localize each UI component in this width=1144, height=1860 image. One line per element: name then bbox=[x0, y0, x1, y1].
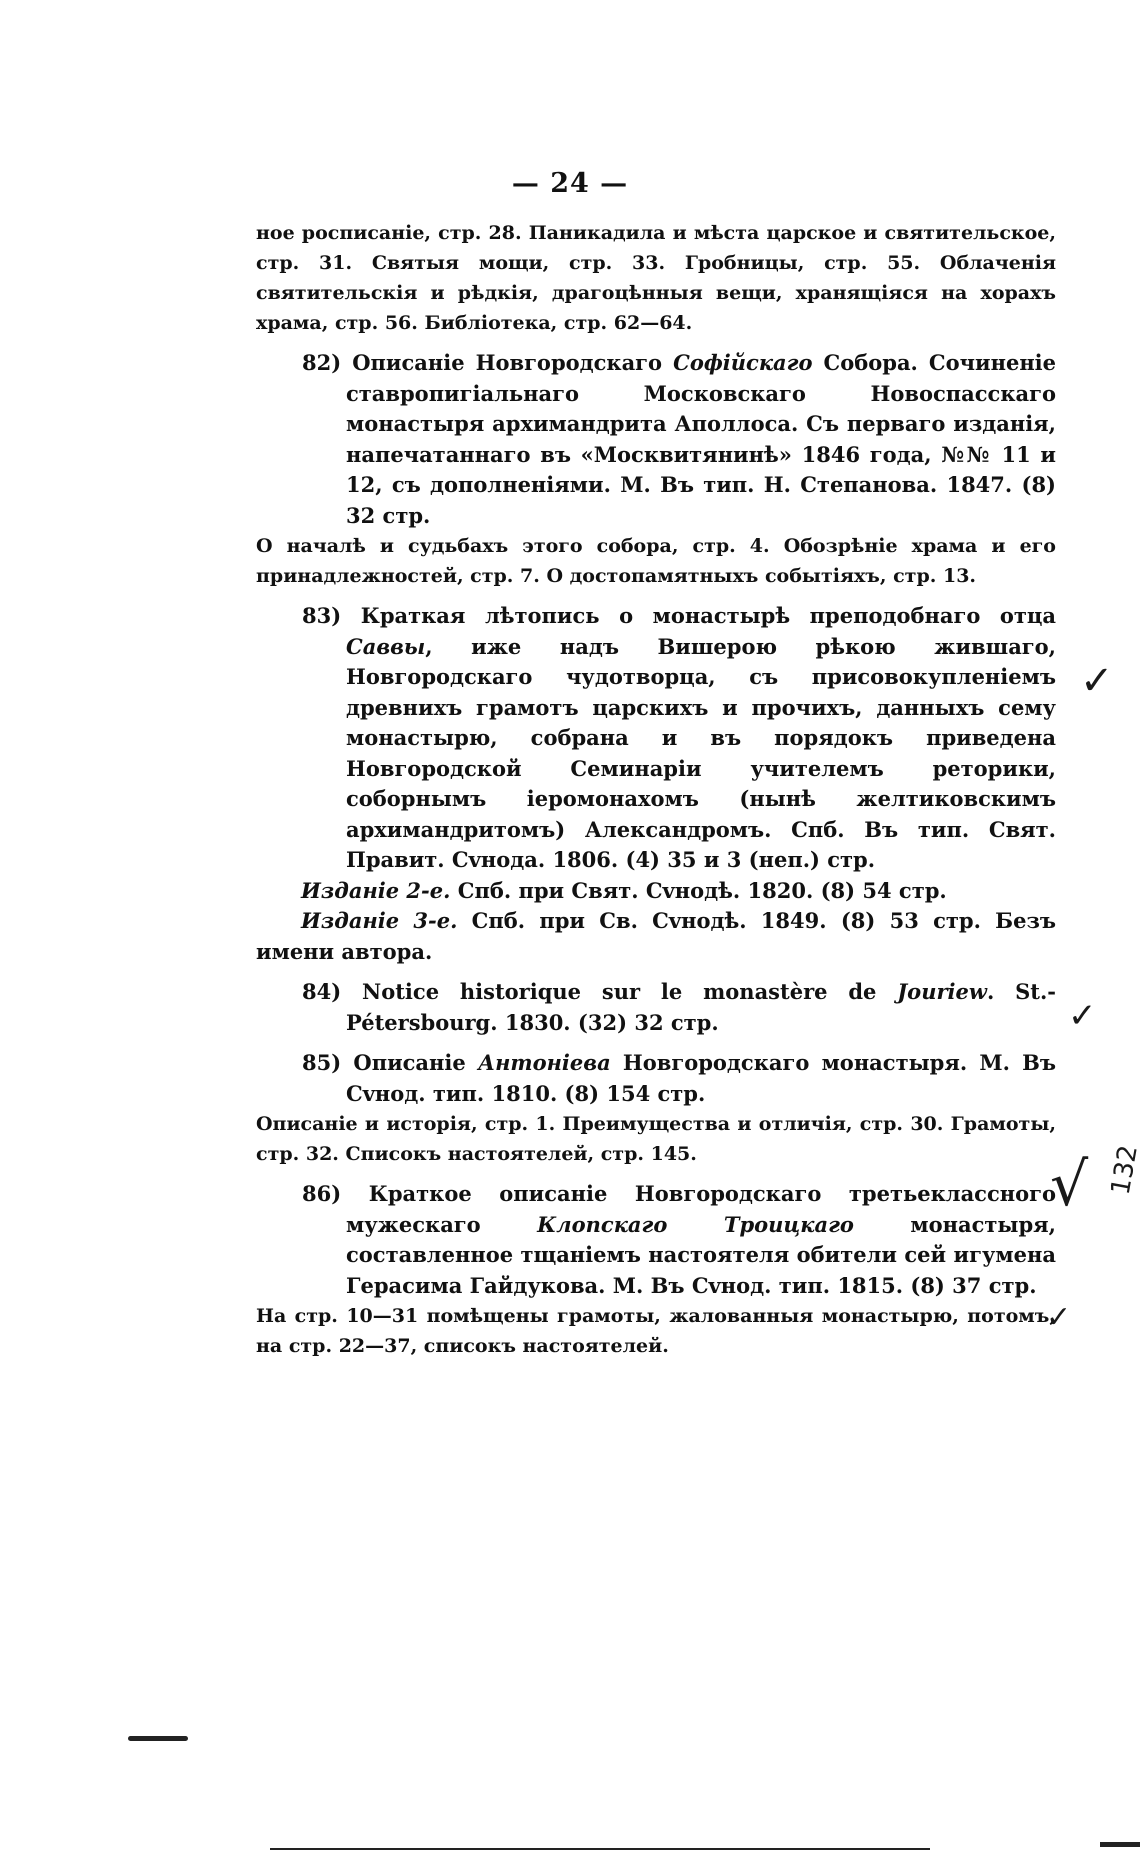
entry-title-italic: Саввы bbox=[346, 633, 426, 659]
continuation-paragraph: ное росписаніе, стр. 28. Паникадила и мѣста царское и святительское, стр. 31. Святыя мощи, стр. 33. Гробницы, стр. 55. Облаченія святительскія и рѣдкія, драгоцѣнныя вещи, хранящіяся на хорахъ храма, стр. 56. Библіотека, стр. 62—64. bbox=[256, 222, 1056, 334]
entry-title: Notice historique sur le monastère de bbox=[362, 979, 877, 1004]
entry-title-rest: Новгородскаго монастыря. М. Въ Сvнод. тип. 1810. (8) 154 стр. bbox=[346, 1050, 1057, 1106]
edition-text: Спб. при Св. Сvнодѣ. 1849. (8) 53 стр. Безъ имени автора. bbox=[256, 908, 1056, 964]
entry-title-italic: Jouriew bbox=[897, 979, 987, 1004]
entry-85 bbox=[256, 1048, 1056, 1109]
entry-82 bbox=[256, 348, 1056, 531]
check-mark-icon: ✓ bbox=[1080, 658, 1114, 704]
entry-title-italic: Клопскаго Троицкаго bbox=[537, 1211, 854, 1237]
entry-number: 84) bbox=[302, 979, 342, 1004]
entry-86-note: На стр. 10—31 помѣщены грамоты, жалованныя монастырю, потомъ, на стр. 22—37, списокъ настоятелей. bbox=[256, 1305, 1056, 1357]
check-mark-icon: ✓ bbox=[1046, 1300, 1072, 1335]
entry-title: Краткое описаніе Новгородскаго третьеклассного мужескаго bbox=[346, 1181, 1056, 1237]
entry-title-rest: монастыря, составленное тщаніемъ настоятеля обители сей игумена Герасима Гайдукова. М. Въ Сvнод. тип. 1815. (8) 37 стр. bbox=[346, 1211, 1056, 1298]
entry-84 bbox=[256, 977, 1056, 1038]
entry-title: Краткая лѣтопись о монастырѣ преподобнаго отца bbox=[360, 603, 1057, 628]
entry-number: 82) bbox=[302, 350, 342, 375]
ink-smudge bbox=[1100, 1842, 1140, 1847]
entry-title-italic: Антоніева bbox=[477, 1050, 611, 1075]
entry-title-italic: Софійскаго bbox=[673, 350, 813, 375]
bottom-rule bbox=[270, 1848, 930, 1850]
entry-83 bbox=[256, 601, 1056, 876]
entry-83-edition-2 bbox=[256, 876, 1056, 907]
edition-label: Изданіе 3-е. bbox=[301, 908, 458, 933]
edition-text: Спб. при Свят. Сvнодѣ. 1820. (8) 54 стр. bbox=[457, 877, 947, 903]
edition-label: Изданіе 2-е. bbox=[301, 877, 451, 903]
entry-title-rest: . St.-Pétersbourg. 1830. (32) 32 стр. bbox=[346, 979, 1057, 1035]
entry-86 bbox=[256, 1179, 1056, 1301]
entry-title: Описаніе Новгородскаго bbox=[352, 350, 663, 375]
entry-title-rest: Собора. Сочиненіе ставропигіальнаго Московскаго Новоспасскаго монастыря архимандрита Аполлоса. Съ перваго изданія, напечатаннаго въ «Москвитянинѣ» 1846 года, №№ 11 и 12, съ дополненіями. М. Въ тип. Н. Степанова. 1847. (8) 32 стр. bbox=[346, 350, 1057, 528]
entry-number: 83) bbox=[302, 603, 342, 628]
entry-number: 85) bbox=[302, 1050, 342, 1075]
page-number: — 24 — bbox=[511, 168, 629, 199]
entry-number: 86) bbox=[302, 1181, 342, 1206]
text-block bbox=[256, 218, 1056, 1361]
entry-title-rest: , иже надъ Вишерою рѣкою жившаго, Новгородскаго чудотворца, съ присовокупленіемъ древнихъ грамотъ царскихъ и прочихъ, данныхъ сему монастырю, собрана и въ порядокъ приведена Новгородской Семинаріи учителемъ реторики, соборнымъ іеромонахомъ (нынѣ желтиковскимъ архимандритомъ) Александромъ. Спб. Въ тип. Свят. Правит. Сvнода. 1806. (4) 35 и 3 (неп.) стр. bbox=[346, 633, 1056, 872]
entry-82-note: О началѣ и судьбахъ этого собора, стр. 4. Обозрѣніе храма и его принадлежностей, стр. 7. О достопамятныхъ событіяхъ, стр. 13. bbox=[256, 535, 1056, 587]
check-mark-icon: ✓ bbox=[1068, 996, 1097, 1036]
entry-83-edition-3 bbox=[256, 906, 1056, 967]
check-mark-icon: √ bbox=[1050, 1150, 1089, 1220]
ink-smudge bbox=[128, 1736, 188, 1741]
entry-85-note: Описаніе и исторія, стр. 1. Преимущества и отличія, стр. 30. Грамоты, стр. 32. Списокъ настоятелей, стр. 145. bbox=[256, 1113, 1056, 1165]
margin-number: 132 bbox=[1105, 1142, 1144, 1198]
entry-title: Описаніе bbox=[353, 1050, 466, 1075]
